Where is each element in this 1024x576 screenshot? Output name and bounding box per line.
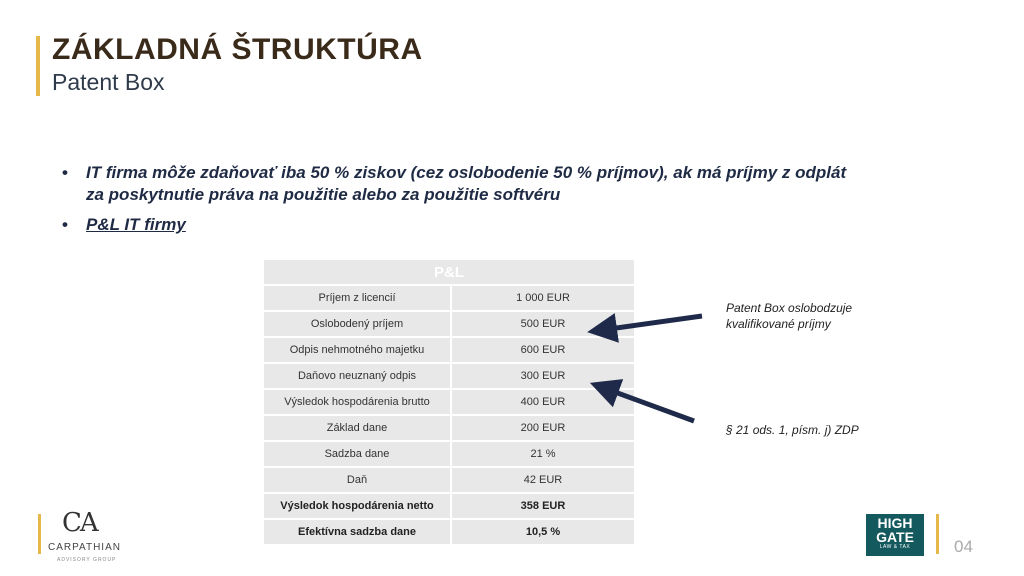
note-patent-box: Patent Box oslobodzuje kvalifikované príjmy [726,301,853,331]
row-label: Príjem z licencií [263,285,451,311]
row-value: 300 EUR [451,363,635,389]
row-label: Výsledok hospodárenia netto [263,493,451,519]
row-label: Výsledok hospodárenia brutto [263,389,451,415]
carpathian-logo-tag: ADVISORY GROUP [57,557,117,563]
row-label: Daň [263,467,451,493]
row-value: 1 000 EUR [451,285,635,311]
bullet-text: IT firma môže zdaňovať iba 50 % ziskov (cez oslobodenie 50 % príjmov), ak má príjmy z odplát za poskytnutie práva na použitie alebo za použitie softvéru [86,163,847,204]
bullet-dot: • [62,215,68,234]
note-zdp: § 21 ods. 1, písm. j) ZDP [726,423,859,437]
page-number: 04 [954,537,973,556]
bullet-text: P&L IT firmy [86,215,186,234]
row-value: 600 EUR [451,337,635,363]
arrow-to-exempt-income [602,316,702,330]
row-value: 358 EUR [451,493,635,519]
row-value: 21 % [451,441,635,467]
page-title: ZÁKLADNÁ ŠTRUKTÚRA [52,33,423,66]
highgate-logo-line1: HIGH [877,515,913,531]
row-label: Odpis nehmotného majetku [263,337,451,363]
logo-accent-bar [38,514,41,554]
highgate-logo-line2: GATE [876,529,914,545]
carpathian-logo-icon: CA [62,508,97,538]
row-value: 500 EUR [451,311,635,337]
row-label: Základ dane [263,415,451,441]
row-label: Daňovo neuznaný odpis [263,363,451,389]
row-value: 42 EUR [451,467,635,493]
page-subtitle: Patent Box [52,69,165,95]
row-value: 400 EUR [451,389,635,415]
bullet-dot: • [62,163,68,182]
row-label: Efektívna sadzba dane [263,519,451,545]
highgate-logo-tag: LAW & TAX [879,544,911,550]
row-value: 10,5 % [451,519,635,545]
row-label: Sadzba dane [263,441,451,467]
row-value: 200 EUR [451,415,635,441]
carpathian-logo-name: CARPATHIAN [48,542,121,553]
row-label: Oslobodený príjem [263,311,451,337]
page-accent-bar [936,514,939,554]
arrow-to-nondeductible-depreciation [604,388,694,421]
pl-table-header: P&L [263,259,635,285]
highgate-logo [866,514,924,556]
